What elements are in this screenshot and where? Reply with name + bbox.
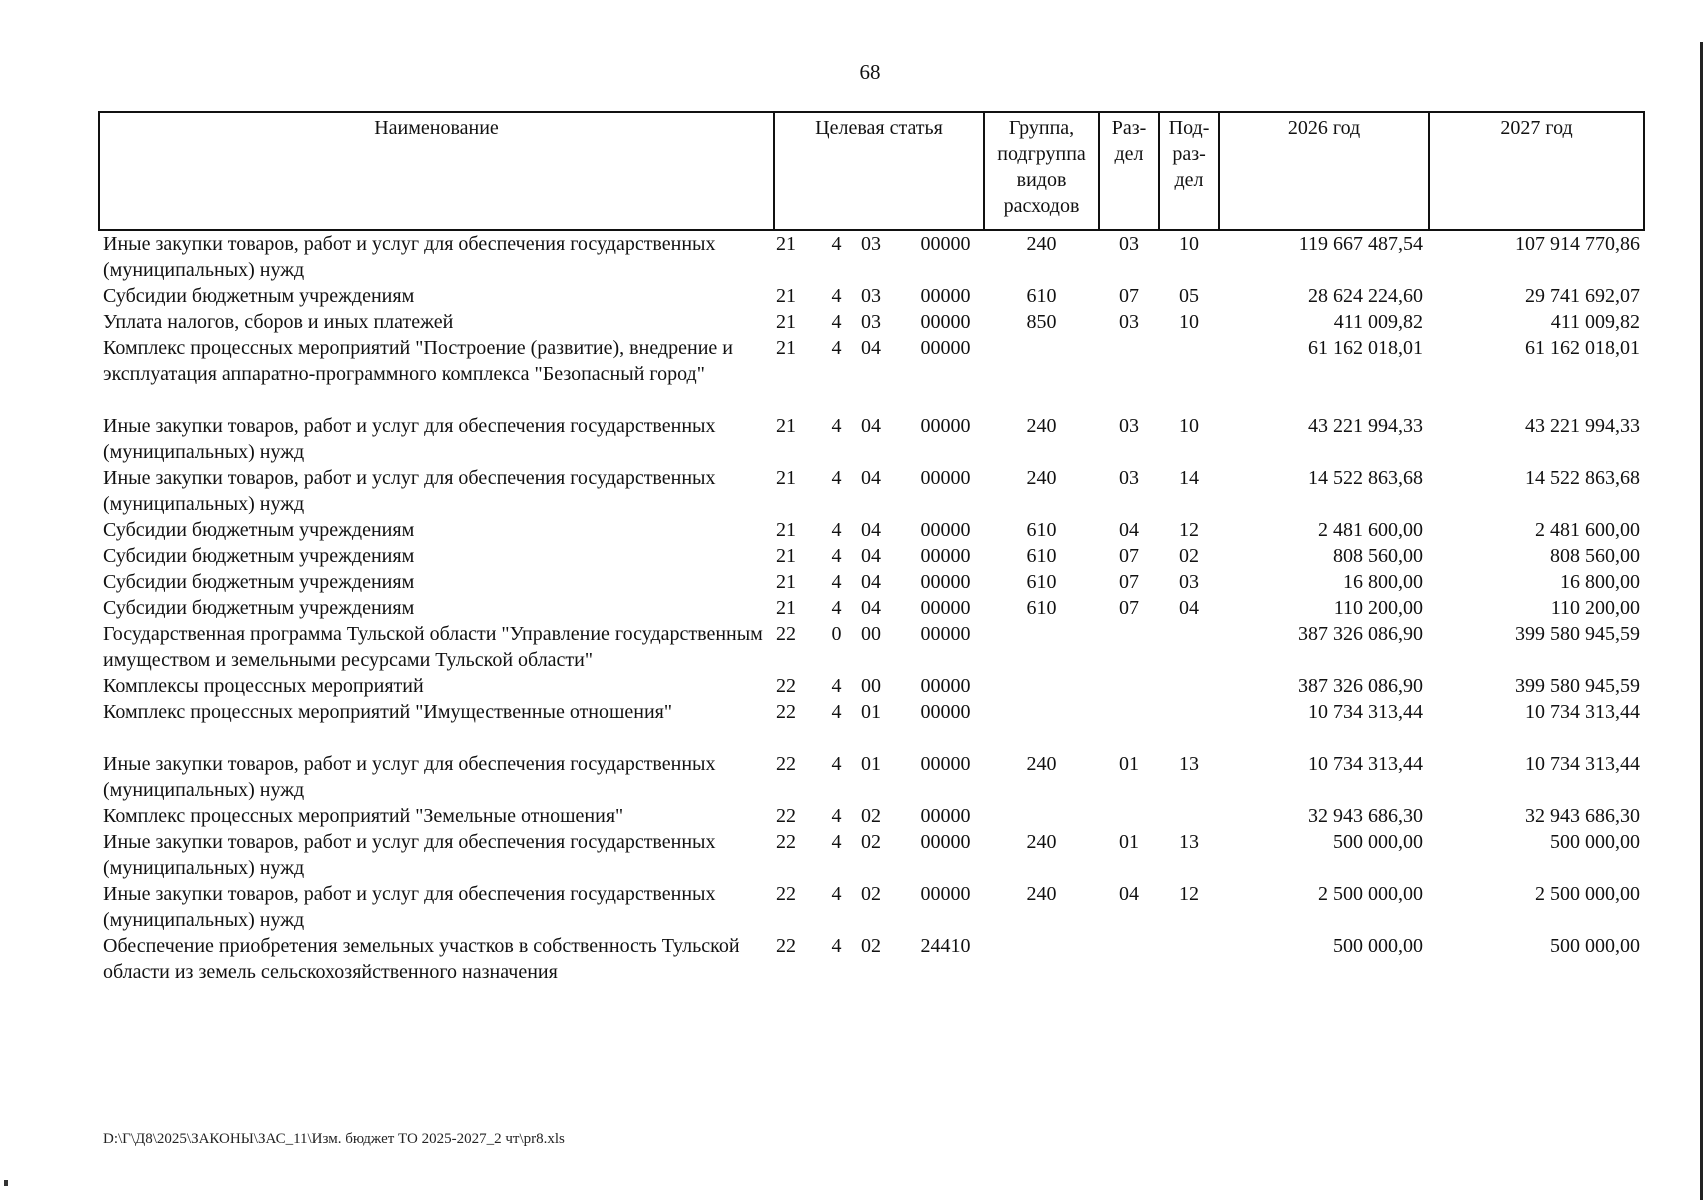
row-amount-2027: 32 943 686,30 [1525, 805, 1641, 827]
table-row [99, 283, 1644, 309]
row-program-code: 21 [776, 285, 796, 307]
row-amount-2026: 119 667 487,54 [1298, 233, 1424, 255]
row-section: 03 [1119, 311, 1140, 333]
row-program-code: 21 [776, 571, 796, 593]
row-amount-2027: 2 481 600,00 [1535, 519, 1641, 541]
row-type-code: 4 [831, 415, 842, 437]
row-type-code: 4 [831, 519, 842, 541]
row-type-code: 4 [831, 883, 842, 905]
row-activity-code: 00 [861, 675, 881, 697]
table-row [99, 803, 1644, 829]
table-row [99, 335, 1644, 413]
row-subsection: 10 [1179, 415, 1200, 437]
row-program-code: 21 [776, 337, 796, 359]
row-activity-code: 04 [861, 337, 881, 359]
row-section: 07 [1119, 545, 1140, 567]
row-subsection [1159, 673, 1219, 699]
row-subsection: 10 [1179, 233, 1200, 255]
row-subsection [1159, 335, 1219, 413]
row-expense-group [984, 933, 1099, 985]
header-name: Наименование [99, 112, 774, 230]
row-name: Комплекс процессных мероприятий "Построение (развитие), внедрение и эксплуатация аппаратно-программного комплекса "Безопасный город" [103, 337, 733, 385]
row-expense-group: 610 [1026, 545, 1057, 567]
page-number: 68 [859, 60, 881, 84]
table-row [99, 465, 1644, 517]
row-type-code: 4 [831, 337, 842, 359]
row-program-code: 21 [776, 545, 796, 567]
row-subsection [1159, 803, 1219, 829]
row-subsection: 04 [1179, 597, 1200, 619]
row-activity-code: 03 [861, 311, 881, 333]
row-section [1099, 699, 1159, 751]
row-name: Иные закупки товаров, работ и услуг для обеспечения государственных (муниципальных) нужд [103, 467, 716, 515]
row-amount-2026: 14 522 863,68 [1308, 467, 1424, 489]
scan-mark [4, 1180, 8, 1186]
row-program-code: 22 [776, 701, 796, 723]
row-direction-code: 00000 [920, 233, 971, 255]
row-amount-2027: 43 221 994,33 [1525, 415, 1641, 437]
row-expense-group: 240 [1026, 831, 1057, 853]
row-expense-group [984, 335, 1099, 413]
row-name: Иные закупки товаров, работ и услуг для обеспечения государственных (муниципальных) нужд [103, 883, 716, 931]
table-row [99, 699, 1644, 751]
row-expense-group: 610 [1026, 597, 1057, 619]
row-activity-code: 04 [861, 467, 881, 489]
row-subsection [1159, 699, 1219, 751]
row-type-code: 4 [831, 311, 842, 333]
row-activity-code: 03 [861, 285, 881, 307]
table-row [99, 309, 1644, 335]
row-amount-2026: 500 000,00 [1333, 935, 1424, 957]
row-expense-group [984, 803, 1099, 829]
row-amount-2026: 411 009,82 [1333, 311, 1424, 333]
row-direction-code: 24410 [920, 935, 971, 957]
table-row [99, 413, 1644, 465]
table-row [99, 933, 1644, 985]
row-type-code: 4 [831, 753, 842, 775]
row-subsection: 12 [1179, 883, 1200, 905]
footer-file-path: D:\Г\Д8\2025\ЗАКОНЫ\ЗАС_11\Изм. бюджет ТО 2025-2027_2 чт\pr8.xls [103, 1131, 565, 1147]
row-section [1099, 673, 1159, 699]
row-program-code: 22 [776, 883, 796, 905]
row-type-code: 4 [831, 805, 842, 827]
row-expense-group: 610 [1026, 571, 1057, 593]
row-amount-2026: 61 162 018,01 [1308, 337, 1424, 359]
row-activity-code: 04 [861, 415, 881, 437]
row-amount-2026: 387 326 086,90 [1298, 623, 1424, 645]
budget-table [98, 111, 1645, 985]
row-activity-code: 03 [861, 233, 881, 255]
row-section: 07 [1119, 597, 1140, 619]
row-direction-code: 00000 [920, 701, 971, 723]
row-program-code: 21 [776, 311, 796, 333]
row-expense-group: 240 [1026, 415, 1057, 437]
row-direction-code: 00000 [920, 883, 971, 905]
row-direction-code: 00000 [920, 311, 971, 333]
row-section: 07 [1119, 285, 1140, 307]
row-section: 03 [1119, 233, 1140, 255]
row-program-code: 21 [776, 519, 796, 541]
row-subsection: 10 [1179, 311, 1200, 333]
row-activity-code: 02 [861, 805, 881, 827]
row-name: Субсидии бюджетным учреждениям [103, 545, 415, 567]
row-program-code: 21 [776, 233, 796, 255]
row-activity-code: 04 [861, 571, 881, 593]
row-amount-2027: 500 000,00 [1550, 935, 1641, 957]
row-activity-code: 02 [861, 935, 881, 957]
row-type-code: 4 [831, 597, 842, 619]
table-row [99, 543, 1644, 569]
row-subsection: 02 [1179, 545, 1200, 567]
row-amount-2026: 10 734 313,44 [1308, 753, 1424, 775]
table-row [99, 230, 1644, 283]
row-amount-2027: 107 914 770,86 [1515, 233, 1641, 255]
row-direction-code: 00000 [920, 597, 971, 619]
row-amount-2026: 808 560,00 [1333, 545, 1424, 567]
row-amount-2026: 16 800,00 [1343, 571, 1424, 593]
row-amount-2027: 14 522 863,68 [1525, 467, 1641, 489]
row-amount-2027: 2 500 000,00 [1535, 883, 1641, 905]
row-expense-group [984, 699, 1099, 751]
row-section [1099, 335, 1159, 413]
row-program-code: 22 [776, 753, 796, 775]
row-subsection: 14 [1179, 467, 1200, 489]
row-section [1099, 803, 1159, 829]
row-section: 04 [1119, 519, 1140, 541]
row-amount-2026: 387 326 086,90 [1298, 675, 1424, 697]
row-amount-2026: 2 500 000,00 [1318, 883, 1424, 905]
row-activity-code: 01 [861, 701, 881, 723]
row-direction-code: 00000 [920, 519, 971, 541]
row-amount-2027: 808 560,00 [1550, 545, 1641, 567]
row-name: Иные закупки товаров, работ и услуг для обеспечения государственных (муниципальных) нужд [103, 233, 716, 281]
row-activity-code: 04 [861, 545, 881, 567]
row-amount-2027: 399 580 945,59 [1515, 623, 1641, 645]
row-name: Иные закупки товаров, работ и услуг для обеспечения государственных (муниципальных) нужд [103, 753, 716, 801]
table-row [99, 751, 1644, 803]
row-type-code: 0 [831, 623, 842, 645]
row-amount-2027: 29 741 692,07 [1525, 285, 1641, 307]
row-subsection: 05 [1179, 285, 1200, 307]
row-amount-2026: 110 200,00 [1333, 597, 1424, 619]
row-activity-code: 01 [861, 753, 881, 775]
row-direction-code: 00000 [920, 675, 971, 697]
row-program-code: 21 [776, 597, 796, 619]
row-name: Субсидии бюджетным учреждениям [103, 519, 415, 541]
row-name: Иные закупки товаров, работ и услуг для обеспечения государственных (муниципальных) нужд [103, 415, 716, 463]
table-row [99, 621, 1644, 673]
row-section: 03 [1119, 415, 1140, 437]
row-activity-code: 00 [861, 623, 881, 645]
row-amount-2027: 411 009,82 [1550, 311, 1641, 333]
row-program-code: 22 [776, 805, 796, 827]
row-expense-group: 850 [1026, 311, 1057, 333]
row-type-code: 4 [831, 831, 842, 853]
table-row [99, 673, 1644, 699]
row-amount-2027: 61 162 018,01 [1525, 337, 1641, 359]
row-activity-code: 02 [861, 831, 881, 853]
table-row [99, 829, 1644, 881]
row-type-code: 4 [831, 701, 842, 723]
row-activity-code: 04 [861, 597, 881, 619]
row-direction-code: 00000 [920, 571, 971, 593]
row-program-code: 21 [776, 415, 796, 437]
row-program-code: 22 [776, 831, 796, 853]
row-program-code: 22 [776, 935, 796, 957]
table-body [99, 230, 1644, 985]
header-section: Раз- дел [1099, 112, 1159, 230]
row-section: 03 [1119, 467, 1140, 489]
row-expense-group [984, 673, 1099, 699]
row-name: Комплекс процессных мероприятий "Земельные отношения" [103, 805, 624, 827]
row-type-code: 4 [831, 285, 842, 307]
row-section [1099, 933, 1159, 985]
row-amount-2026: 500 000,00 [1333, 831, 1424, 853]
row-amount-2026: 10 734 313,44 [1308, 701, 1424, 723]
row-subsection: 03 [1179, 571, 1200, 593]
row-expense-group: 610 [1026, 285, 1057, 307]
row-expense-group: 240 [1026, 753, 1057, 775]
row-name: Субсидии бюджетным учреждениям [103, 571, 415, 593]
header-year-2027: 2027 год [1429, 112, 1644, 230]
row-amount-2026: 2 481 600,00 [1318, 519, 1424, 541]
row-amount-2027: 10 734 313,44 [1525, 753, 1641, 775]
row-section: 01 [1119, 831, 1140, 853]
row-name: Субсидии бюджетным учреждениям [103, 597, 415, 619]
row-subsection: 13 [1179, 831, 1200, 853]
row-type-code: 4 [831, 675, 842, 697]
row-expense-group [984, 621, 1099, 673]
table-row [99, 881, 1644, 933]
row-section [1099, 621, 1159, 673]
row-name: Комплексы процессных мероприятий [103, 675, 424, 697]
row-direction-code: 00000 [920, 753, 971, 775]
row-expense-group: 240 [1026, 883, 1057, 905]
row-direction-code: 00000 [920, 831, 971, 853]
row-subsection [1159, 933, 1219, 985]
row-name: Обеспечение приобретения земельных участков в собственность Тульской области из земель сельскохозяйственного назначения [103, 935, 740, 983]
row-program-code: 22 [776, 675, 796, 697]
row-type-code: 4 [831, 545, 842, 567]
row-expense-group: 240 [1026, 233, 1057, 255]
row-subsection [1159, 621, 1219, 673]
row-expense-group: 610 [1026, 519, 1057, 541]
row-direction-code: 00000 [920, 545, 971, 567]
row-activity-code: 04 [861, 519, 881, 541]
row-name: Иные закупки товаров, работ и услуг для обеспечения государственных (муниципальных) нужд [103, 831, 716, 879]
header-target-article: Целевая статья [774, 112, 984, 230]
header-year-2026: 2026 год [1219, 112, 1429, 230]
table-row [99, 517, 1644, 543]
row-name: Уплата налогов, сборов и иных платежей [103, 311, 454, 333]
row-amount-2027: 399 580 945,59 [1515, 675, 1641, 697]
row-amount-2027: 10 734 313,44 [1525, 701, 1641, 723]
row-amount-2027: 16 800,00 [1560, 571, 1641, 593]
row-direction-code: 00000 [920, 467, 971, 489]
row-type-code: 4 [831, 467, 842, 489]
row-expense-group: 240 [1026, 467, 1057, 489]
header-expense-group: Группа, подгруппа видов расходов [984, 112, 1099, 230]
row-name: Субсидии бюджетным учреждениям [103, 285, 415, 307]
row-amount-2026: 43 221 994,33 [1308, 415, 1424, 437]
row-amount-2027: 110 200,00 [1550, 597, 1641, 619]
table-header-row [99, 112, 1644, 230]
row-type-code: 4 [831, 935, 842, 957]
row-direction-code: 00000 [920, 337, 971, 359]
row-section: 01 [1119, 753, 1140, 775]
row-amount-2026: 32 943 686,30 [1308, 805, 1424, 827]
table-row [99, 569, 1644, 595]
row-activity-code: 02 [861, 883, 881, 905]
row-subsection: 12 [1179, 519, 1200, 541]
row-name: Комплекс процессных мероприятий "Имущественные отношения" [103, 701, 673, 723]
table-row [99, 595, 1644, 621]
row-program-code: 21 [776, 467, 796, 489]
row-direction-code: 00000 [920, 805, 971, 827]
row-direction-code: 00000 [920, 623, 971, 645]
row-amount-2026: 28 624 224,60 [1308, 285, 1424, 307]
row-type-code: 4 [831, 571, 842, 593]
row-amount-2027: 500 000,00 [1550, 831, 1641, 853]
header-subsection: Под- раз- дел [1159, 112, 1219, 230]
row-name: Государственная программа Тульской области "Управление государственным имуществом и земельными ресурсами Тульской области" [103, 623, 763, 671]
page-edge-line [1700, 42, 1703, 1200]
row-direction-code: 00000 [920, 285, 971, 307]
row-subsection: 13 [1179, 753, 1200, 775]
row-section: 04 [1119, 883, 1140, 905]
row-program-code: 22 [776, 623, 796, 645]
row-type-code: 4 [831, 233, 842, 255]
row-section: 07 [1119, 571, 1140, 593]
row-direction-code: 00000 [920, 415, 971, 437]
